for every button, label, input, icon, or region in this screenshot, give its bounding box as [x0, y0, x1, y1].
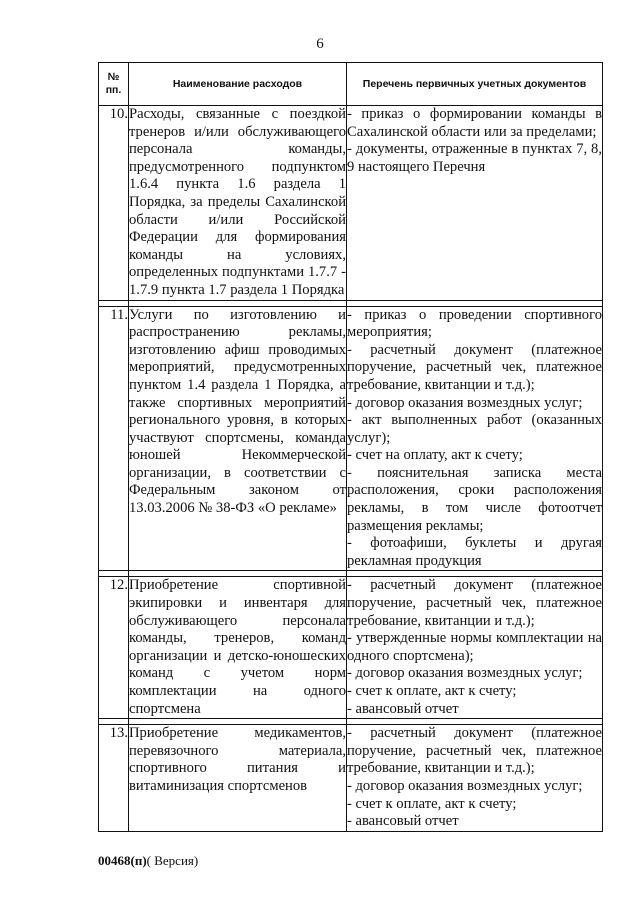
expense-name: Расходы, связанные с поездкой тренеров и/или обслуживающего персонала команды, предусмотренного подпунктом 1.6.4 пункта 1.6 раздела 1 Порядка, за пределы Сахалинской области и/или Российской Федерации для формирования команды на условиях, определенных подпунктами 1.7.7 - 1.7.9 пункта 1.7 раздела 1 Порядка: [129, 106, 347, 301]
header-num: № пп.: [99, 63, 129, 106]
document-item: - документы, отраженные в пунктах 7, 8, 9 настоящего Перечня: [347, 141, 602, 175]
table-row: [99, 106, 603, 301]
table-header-row: [99, 63, 603, 106]
header-name: Наименование расходов: [129, 63, 347, 106]
document-item: - договор оказания возмездных услуг;: [347, 665, 583, 682]
document-item: - приказ о формировании команды в Сахалинской области или за пределами;: [347, 106, 602, 140]
documents-list: [347, 725, 603, 832]
row-number: 11.: [99, 306, 129, 571]
document-item: - акт выполненных работ (оказанных услуг);: [347, 412, 602, 446]
expenses-table: [98, 62, 603, 832]
expense-name: Услуги по изготовлению и распространению рекламы, изготовлению афиш проводимых мероприятий, предусмотренных пунктом 1.4 раздела 1 Порядка, а также спортивных мероприятий регионального уровня, в которых участвуют спортсмены, команда юношей Некоммерческой организации, в соответствии с Федеральным законом от 13.03.2006 № 38-ФЗ «О рекламе»: [129, 306, 347, 571]
page-number: 6: [316, 36, 324, 52]
document-item: - расчетный документ (платежное поручение, расчетный чек, платежное требование, квитанции и т.д.);: [347, 577, 602, 629]
document-item: - расчетный документ (платежное поручение, расчетный чек, платежное требование, квитанции и т.д.);: [347, 725, 602, 777]
document-item: - авансовый отчет: [347, 813, 459, 830]
document-item: - пояснительная записка места расположения, сроки расположения рекламы, в том числе фотоотчет размещения рекламы;: [347, 464, 602, 534]
document-item: - счет к оплате, акт к счету;: [347, 795, 517, 812]
table-row: [99, 306, 603, 571]
document-item: - фотоафиши, буклеты и другая рекламная продукция: [347, 535, 602, 569]
document-item: - расчетный документ (платежное поручение, расчетный чек, платежное требование, квитанции и т.д.);: [347, 341, 602, 393]
table-row: [99, 577, 603, 719]
header-docs: Перечень первичных учетных документов: [347, 63, 603, 106]
expense-name: Приобретение спортивной экипировки и инвентаря для обслуживающего персонала команды, тренеров, команд организации и детско-юношеских команд с учетом норм комплектации на одного спортсмена: [129, 577, 347, 719]
documents-list: [347, 306, 603, 571]
documents-list: [347, 577, 603, 719]
row-number: 12.: [99, 577, 129, 719]
footer-version: [98, 853, 198, 869]
expense-name: Приобретение медикаментов, перевязочного материала, спортивного питания и витаминизация спортсменов: [129, 725, 347, 832]
document-item: - утвержденные нормы комплектации на одного спортсмена);: [347, 630, 602, 664]
row-number: 10.: [99, 106, 129, 301]
document-item: - договор оказания возмездных услуг;: [347, 394, 583, 411]
document-item: - авансовый отчет: [347, 700, 459, 717]
footer-code: 00468(п): [98, 853, 147, 868]
document-item: - счет к оплате, акт к счету;: [347, 683, 517, 699]
document-item: - счет на оплату, акт к счету;: [347, 447, 523, 464]
document-item: - приказ о проведении спортивного мероприятия;: [347, 306, 602, 341]
footer-rest: ( Версия): [146, 853, 199, 868]
document-item: - договор оказания возмездных услуг;: [347, 777, 583, 794]
table-row: [99, 725, 603, 832]
documents-list: [347, 106, 603, 301]
row-number: 13.: [99, 725, 129, 832]
